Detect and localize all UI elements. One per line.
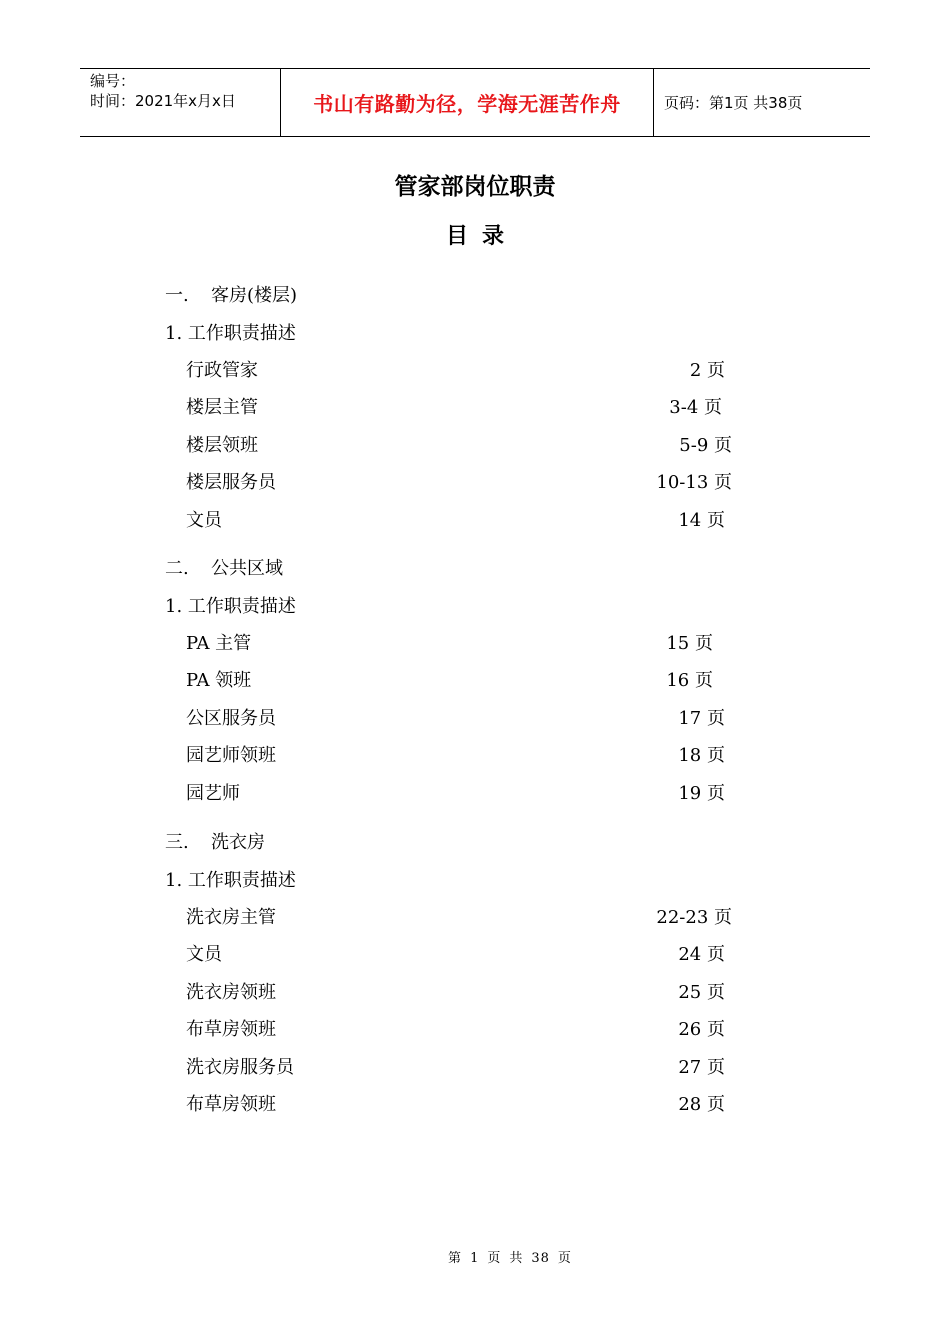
toc-item-name: PA 领班 (186, 670, 252, 692)
section-name: 洗衣房 (211, 832, 265, 853)
toc-item-name: 洗衣房领班 (186, 981, 276, 1003)
toc-subheading: 1. 工作职责描述 (165, 595, 296, 617)
toc-item-page: 22-23 页 (656, 906, 732, 928)
page-footer (0, 1247, 950, 1266)
footer-current-page: 1 (470, 1251, 480, 1266)
toc-item-page: 15 页 (666, 632, 713, 654)
toc-subheading: 1. 工作职责描述 (165, 869, 296, 891)
header-left-cell (80, 69, 281, 136)
footer-page-word: 页 (487, 1251, 502, 1266)
section-number: 三. (165, 832, 189, 853)
footer-total-pages: 38 (531, 1251, 550, 1266)
toc-item-name: 楼层主管 (186, 397, 258, 419)
footer-page-word-2: 页 (557, 1251, 572, 1266)
toc-item-page: 14 页 (678, 509, 725, 531)
toc-item-page: 2 页 (689, 359, 725, 381)
motto-text: 书山有路勤为径，学海无涯苦作舟 (313, 92, 621, 116)
time-label: 时间：2021年x月x日 (90, 92, 236, 110)
document-title: 管家部岗位职责 (394, 173, 556, 200)
toc-heading: 目录 (445, 223, 518, 249)
footer-prefix: 第 (448, 1251, 463, 1266)
page-header (80, 68, 870, 137)
toc-item-name: 园艺师领班 (186, 745, 276, 767)
toc-item-page: 25 页 (678, 981, 725, 1003)
toc-item-page: 26 页 (678, 1019, 725, 1041)
toc-item-page: 18 页 (678, 745, 725, 767)
toc-item-name: PA 主管 (186, 632, 252, 654)
toc-item-name: 布草房领班 (186, 1019, 276, 1041)
toc-item-name: 洗衣房服务员 (186, 1056, 294, 1078)
toc-item-page: 28 页 (678, 1093, 725, 1115)
toc-item-page: 3-4 页 (669, 397, 722, 419)
section-name: 客房(楼层) (211, 285, 298, 306)
toc-item-name: 园艺师 (186, 782, 240, 804)
section-number: 一. (165, 285, 189, 306)
toc-item-page: 16 页 (666, 670, 713, 692)
toc-item-name: 楼层领班 (186, 434, 258, 456)
toc-item-page: 19 页 (678, 782, 725, 804)
toc-item-name: 公区服务员 (186, 707, 276, 729)
toc-item-name: 楼层服务员 (186, 472, 276, 494)
toc-item-page: 10-13 页 (656, 472, 732, 494)
toc-item-name: 文员 (186, 944, 222, 966)
number-label: 编号： (90, 72, 136, 90)
toc-item-page: 17 页 (678, 707, 725, 729)
toc-item-page: 5-9 页 (679, 434, 732, 456)
section-name: 公共区域 (211, 558, 283, 579)
header-right-cell (654, 69, 870, 136)
toc-item-name: 文员 (186, 509, 222, 531)
toc-item-name: 行政管家 (186, 359, 258, 381)
page-info: 页码：第1页 共38页 (664, 94, 803, 112)
header-motto-cell (281, 69, 654, 136)
toc-item-page: 27 页 (678, 1056, 725, 1078)
toc-item-name: 洗衣房主管 (186, 906, 276, 928)
toc-item-page: 24 页 (678, 944, 725, 966)
toc-subheading: 1. 工作职责描述 (165, 322, 296, 344)
footer-total-word: 共 (509, 1251, 524, 1266)
toc-item-name: 布草房领班 (186, 1093, 276, 1115)
section-number: 二. (165, 558, 189, 579)
